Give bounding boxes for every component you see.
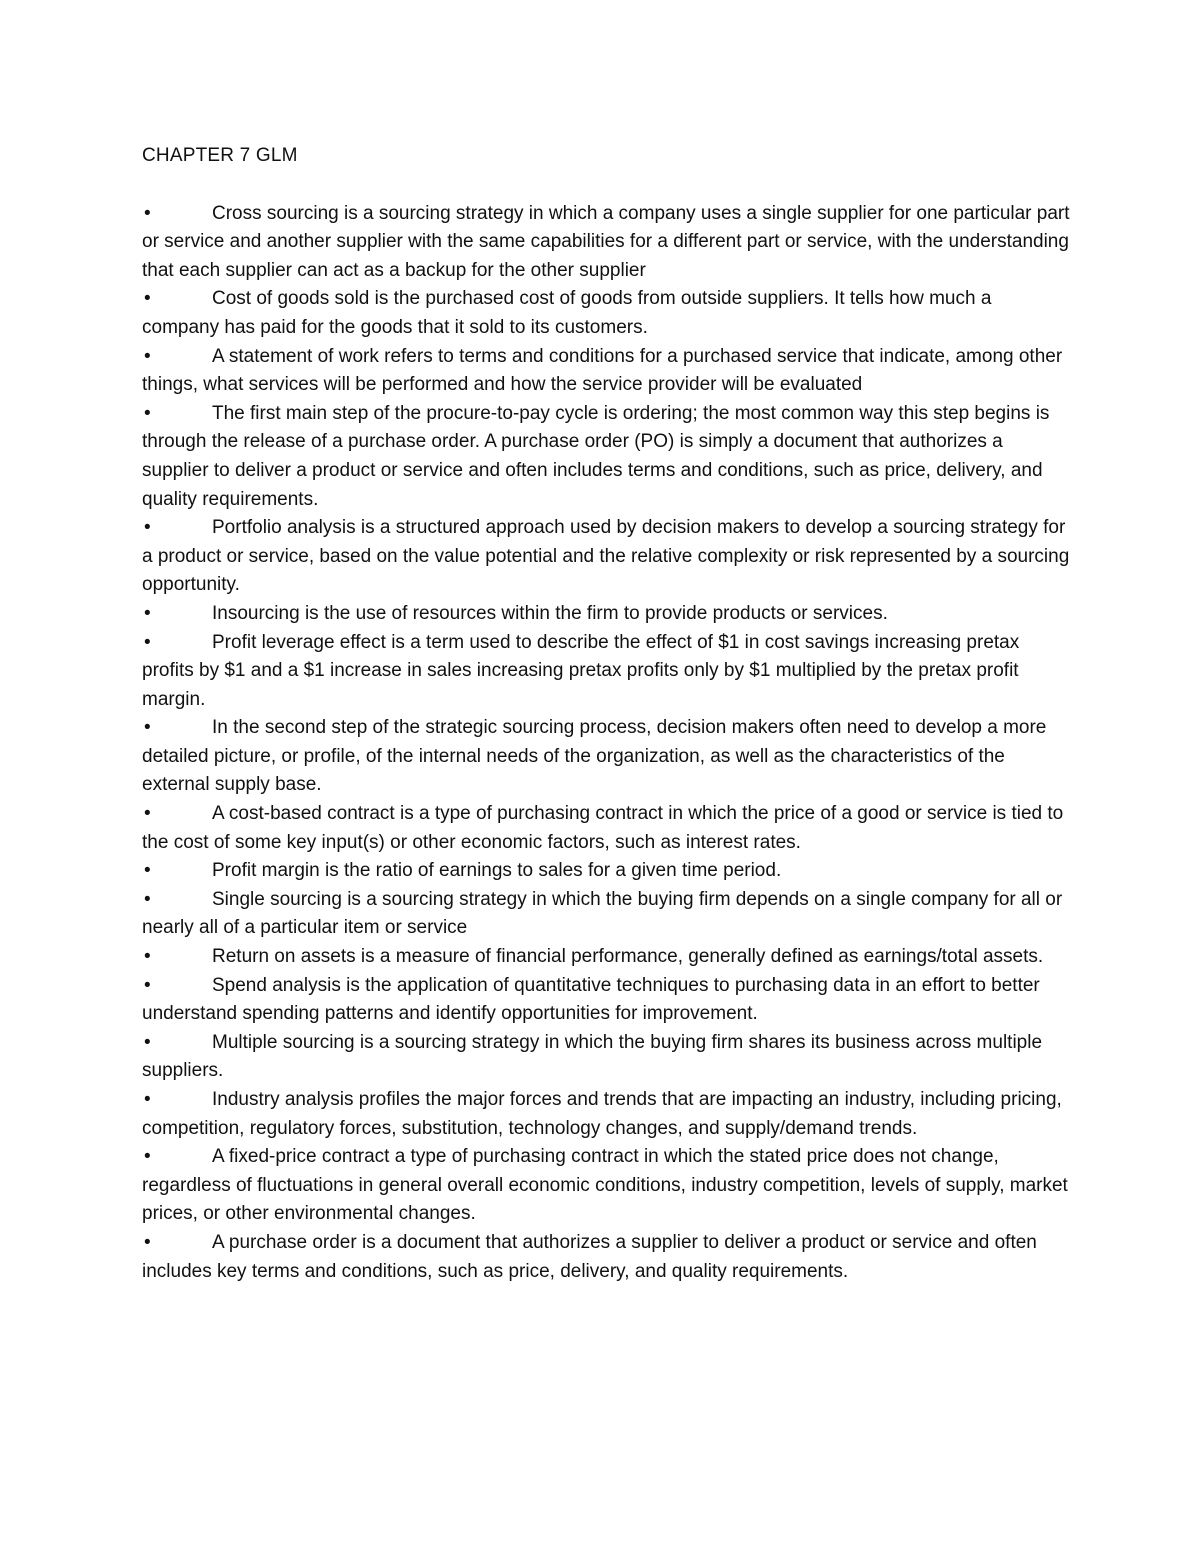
bullet-icon: • [144, 717, 151, 739]
bullet-icon: • [144, 946, 151, 968]
bullet-icon: • [144, 288, 151, 310]
bullet-icon: • [144, 1231, 151, 1253]
bullet-icon: • [144, 517, 151, 539]
list-item-text: Spend analysis is the application of quantitative techniques to purchasing data in an effort to better understand spending patterns and identify opportunities for improvement. [142, 974, 1040, 1025]
list-item-text: Single sourcing is a sourcing strategy in which the buying firm depends on a single company for all or nearly all of a particular item or service [142, 888, 1063, 939]
list-item-text: Profit leverage effect is a term used to describe the effect of $1 in cost savings increasing pretax profits by $1 and a $1 increase in sales increasing pretax profits only by $1 multiplied by the pretax profit margin. [142, 631, 1020, 710]
list-item-text: Cross sourcing is a sourcing strategy in which a company uses a single supplier for one particular part or service and another supplier with the same capabilities for a different part or service, with the understanding that each supplier can act as a backup for the other supplier [142, 202, 1070, 281]
bullet-icon: • [144, 202, 151, 224]
bullet-icon: • [144, 1031, 151, 1053]
list-item [142, 972, 1072, 1029]
bullet-icon: • [144, 602, 151, 624]
list-item-text: Cost of goods sold is the purchased cost of goods from outside suppliers. It tells how much a company has paid for the goods that it sold to its customers. [142, 288, 992, 338]
list-item [142, 343, 1072, 400]
bullet-icon: • [144, 888, 151, 910]
list-item-text: Profit margin is the ratio of earnings to sales for a given time period. [212, 860, 782, 882]
list-item-text: The first main step of the procure-to-pay cycle is ordering; the most common way this step begins is through the release of a purchase order. A purchase order (PO) is simply a document that authorizes a supplier to deliver a product or service and often includes terms and conditions, such as price, delivery, and quality requirements. [142, 402, 1050, 510]
list-item [142, 285, 1072, 342]
list-item [142, 800, 1072, 857]
list-item [142, 1229, 1072, 1286]
list-item [142, 857, 1072, 886]
bullet-icon: • [144, 803, 151, 825]
list-item-text: A fixed-price contract a type of purchasing contract in which the stated price does not change, regardless of fluctuations in general overall economic conditions, industry competition, levels of supply, market prices, or other environmental changes. [142, 1146, 1068, 1225]
document-page [142, 142, 1072, 1286]
list-item [142, 714, 1072, 800]
bullet-icon: • [144, 974, 151, 996]
list-item-text: Industry analysis profiles the major forces and trends that are impacting an industry, including pricing, competition, regulatory forces, substitution, technology changes, and supply/demand trends. [142, 1089, 1062, 1139]
list-item-text: Multiple sourcing is a sourcing strategy in which the buying firm shares its business across multiple suppliers. [142, 1031, 1043, 1082]
bullet-icon: • [144, 402, 151, 424]
bullet-icon: • [144, 345, 151, 367]
list-item-text: A statement of work refers to terms and conditions for a purchased service that indicate, among other things, what services will be performed and how the service provider will be evaluated [142, 345, 1063, 396]
glossary-list [142, 200, 1072, 1287]
list-item-text: A purchase order is a document that authorizes a supplier to deliver a product or service and often includes key terms and conditions, such as price, delivery, and quality requirements. [142, 1231, 1037, 1282]
list-item [142, 629, 1072, 715]
list-item [142, 514, 1072, 600]
bullet-icon: • [144, 860, 151, 882]
list-item [142, 943, 1072, 972]
list-item [142, 600, 1072, 629]
bullet-icon: • [144, 1089, 151, 1110]
bullet-icon: • [144, 1146, 151, 1168]
list-item [142, 886, 1072, 943]
list-item-text: Return on assets is a measure of financial performance, generally defined as earnings/total assets. [212, 946, 1044, 968]
list-item [142, 1143, 1072, 1229]
list-item-text: A cost-based contract is a type of purchasing contract in which the price of a good or service is tied to the cost of some key input(s) or other economic factors, such as interest rates. [142, 803, 1064, 853]
list-item-text: In the second step of the strategic sourcing process, decision makers often need to develop a more detailed picture, or profile, of the internal needs of the organization, as well as the characteristics of the external supply base. [142, 717, 1047, 796]
list-item-text: Insourcing is the use of resources within the firm to provide products or services. [212, 602, 888, 624]
list-item [142, 1029, 1072, 1086]
page-title: CHAPTER 7 GLM [142, 145, 298, 166]
list-item [142, 1086, 1072, 1143]
list-item-text: Portfolio analysis is a structured approach used by decision makers to develop a sourcing strategy for a product or service, based on the value potential and the relative complexity or risk represented by a sourcing opportunity. [142, 517, 1070, 596]
list-item [142, 400, 1072, 514]
list-item [142, 200, 1072, 286]
bullet-icon: • [144, 631, 151, 653]
